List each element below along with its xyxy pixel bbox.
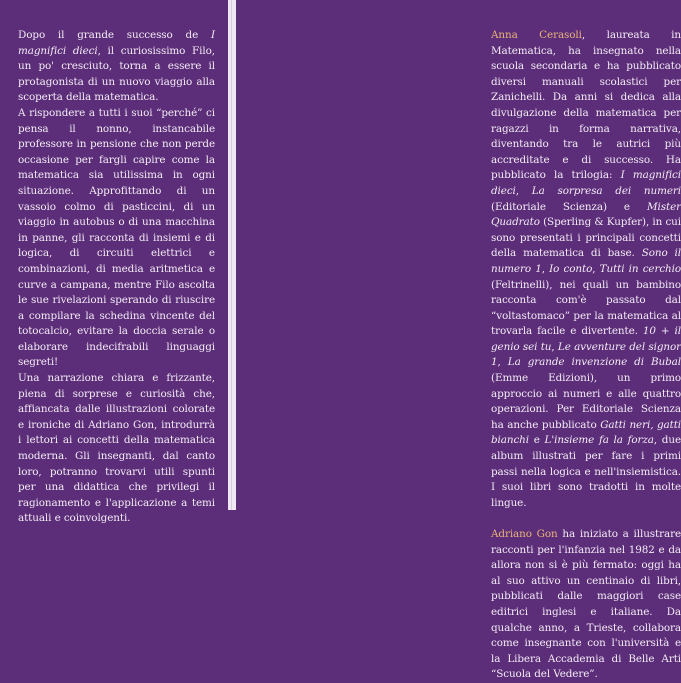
italic-run: Tutti in cerchio [599, 262, 681, 275]
italic-run: La sorpresa dei numeri [531, 184, 681, 197]
text-run: (Editoriale Scienza) e [491, 200, 647, 213]
text-run: e [529, 434, 545, 447]
text-run: , il curiosissimo Filo, un po' cresciuto, torna a essere il protagonista di un nuovo viaggio alla scoperta della matematica. [18, 44, 215, 104]
left-flap [0, 0, 232, 525]
italic-run: 10 + il genio sei tu [491, 325, 681, 353]
italic-run: Mister Quadrato [491, 200, 681, 229]
text-run: , [515, 184, 532, 197]
text-run: Una narrazione chiara e frizzante, piena di sorprese e curiosità che, affiancata dalle illustrazioni colorate e ironiche di Adriano Gon, introdurrà i lettori ai concetti della matematica moderna. Gli insegnanti, dal canto loro, potranno trovarvi utili spunti per una didattica che privilegi il ragionamento e l'applicazione a temi attuali e coinvolgenti. [18, 372, 215, 525]
italic-run: Io conto [549, 262, 593, 275]
text-run: (Sperling & Kupfer), in cui sono presentati i principali concetti della matematica di base. [491, 216, 681, 260]
blurb-paragraph-intro [18, 28, 215, 106]
text-run: , laureata in Matematica, ha insegnato nella scuola secondaria e ha pubblicato diversi manuali scolastici per Zanichelli. Da anni si dedica alla divulgazione della matematica per ragazzi in forma narrativa, diventando tra le autrici più accreditate e di successo. Ha pubblicato la trilogia: [491, 29, 681, 182]
text-run: , [592, 262, 600, 275]
italic-run: L'insieme fa la forza [544, 434, 654, 447]
blurb-text [18, 28, 215, 527]
text-run: A rispondere a tutti i suoi “perché” ci pensa il nonno, instancabile professore in pensione che non perde occasione per fargli capire come la matematica sia utilissima in ogni situazione. Approfittando di un vassoio colmo di pasticcini, di un viaggio in autobus o di una macchina in panne, gli racconta di insiemi e di logica, di circuiti elettrici e combinazioni, di media aritmetica e curve a campana, mentre Filo ascolta le sue rivelazioni sperando di riuscire a compilare la schedina vincente del totocalcio, evitare la doccia serale o elaborare indecifrabili linguaggi segreti! [18, 106, 215, 369]
author-name-gon: Adriano Gon [491, 528, 558, 540]
text-run: (Feltrinelli), nei quali un bambino racconta com'è passato dal “voltastomaco” per la matematica al trovarla facile e divertente. [491, 278, 681, 338]
blurb-paragraph-summary [18, 371, 215, 527]
author-name-cerasoli: Anna Cerasoli [491, 29, 582, 41]
italic-run: Sono il numero 1 [491, 247, 681, 275]
italic-run: La grande invenzione di Bubal [507, 356, 681, 369]
authors-text [491, 28, 681, 683]
text-run: ha iniziato a illustrare racconti per l'infanzia nel 1982 e da allora non si è più fermato: oggi ha al suo attivo un centinaio di libri, pubblicati dalle maggiori case editrici inglesi e italiane. Da qualche anno, a Trieste, collabora come insegnante con l'università e la Libera Accademia di Belle Arti “Scuola del Vedere”. [491, 528, 681, 681]
italic-run: Gatti neri, gatti bianchi [491, 418, 681, 447]
author-bio-cerasoli-text [491, 29, 681, 509]
page-gutter [228, 0, 236, 510]
italic-run: I magnifici dieci [491, 169, 681, 197]
author-bio-gon [491, 527, 681, 683]
italic-run: Le avventure del signor 1 [491, 340, 681, 369]
author-bio-cerasoli [491, 28, 681, 511]
text-run: , [551, 340, 558, 353]
text-run: , due album illustrati per fare i primi passi nella logica e nell'insiemistica. I suoi libri sono tradotti in molte lingue. [491, 434, 681, 509]
text-run: , [497, 356, 508, 369]
right-flap [232, 0, 681, 681]
blurb-paragraph-plot [18, 106, 215, 371]
text-run: , [541, 262, 550, 275]
author-bio-gon-text [491, 528, 681, 680]
italic-run: I magnifici dieci [18, 29, 215, 57]
text-run: (Emme Edizioni), un primo approccio ai numeri e alle quattro operazioni. Per Editoriale Scienza ha anche pubblicato [491, 372, 681, 431]
text-run: Dopo il grande successo de [18, 29, 211, 41]
